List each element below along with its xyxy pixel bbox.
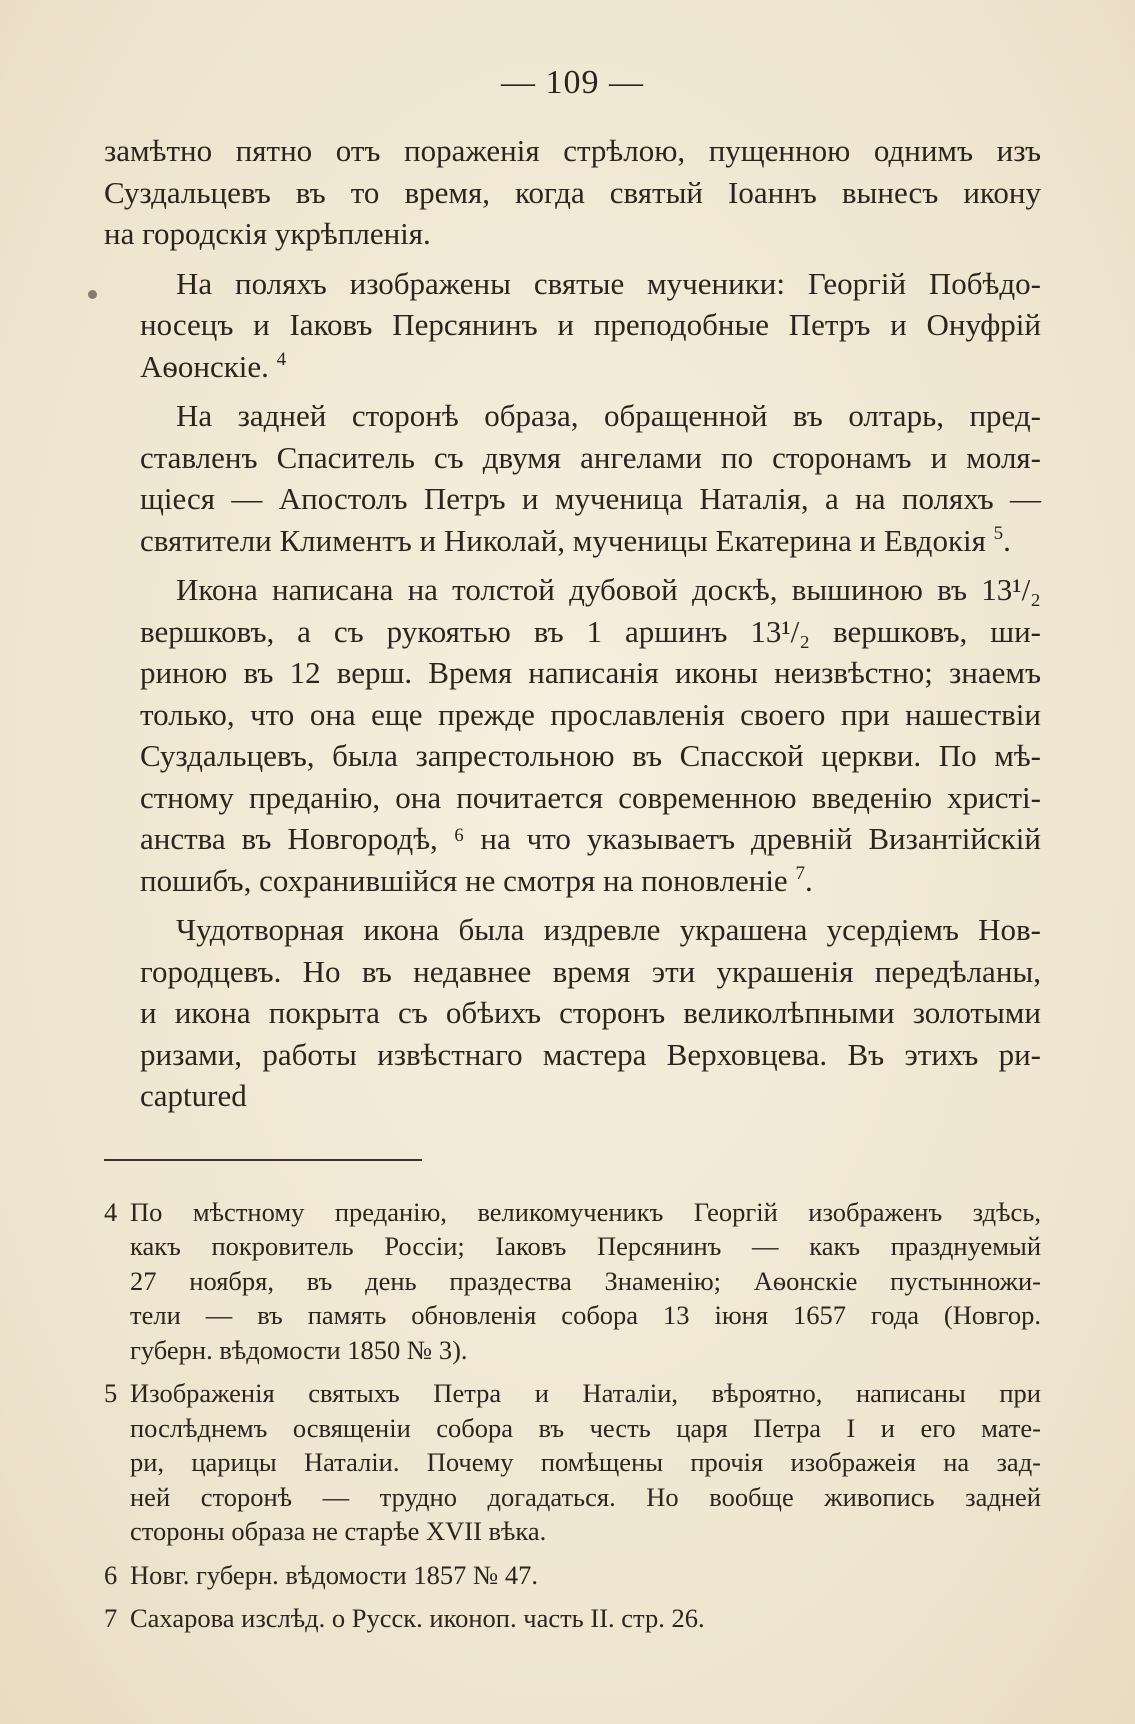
footnote-text bbox=[130, 1601, 1041, 1636]
paragraph-3 bbox=[104, 395, 1041, 561]
footnote-line: тели — въ память обновленія собора 13 іюня 1657 года (Новгор. bbox=[130, 1300, 1041, 1330]
footnote-number: 5 bbox=[104, 1378, 118, 1408]
main-text bbox=[104, 130, 1041, 1117]
footnote-line: Сахарова изслѣд. о Русск. иконоп. часть II. стр. 26. bbox=[130, 1603, 705, 1633]
text-line: Суздальцевъ, была запрестольною въ Спасской церкви. По мѣ- bbox=[140, 738, 1041, 773]
text-line: риною въ 12 верш. Время написанія иконы неизвѣстно; знаемъ bbox=[140, 655, 1041, 690]
footnote-line: стороны образа не старѣе XVII вѣка. bbox=[130, 1516, 547, 1546]
footnote-line: ней сторонѣ — трудно догадаться. Но вообще живопись задней bbox=[130, 1481, 1041, 1512]
text-line-with-note bbox=[104, 346, 1041, 388]
text-line-with-note bbox=[104, 860, 1041, 902]
text-line: носецъ и Іаковъ Персянинъ и преподобные Петръ и Онуфрій bbox=[140, 307, 1041, 342]
footnote-line: какъ покровитель Россіи; Іаковъ Персянинъ — какъ празднуемый bbox=[130, 1231, 1041, 1261]
footnote-5 bbox=[104, 1376, 1041, 1549]
footnote-7 bbox=[104, 1601, 1041, 1636]
text-line: замѣтно пятно отъ пораженія стрѣлою, пущенною однимъ изъ bbox=[104, 133, 1041, 168]
footnote-separator bbox=[104, 1159, 422, 1161]
text-line: и икона покрыта съ обѣихъ сторонъ великолѣпными золотыми bbox=[140, 995, 1041, 1030]
footnote-line: ри, царицы Наталіи. Почему помѣщены прочія изображеія на зад- bbox=[130, 1447, 1041, 1477]
text-line: щіеся — Апостолъ Петръ и мученица Наталія, а на поляхъ — bbox=[140, 481, 1041, 516]
text-fragment: Аѳонскіе. bbox=[140, 348, 269, 384]
footnote-number: 6 bbox=[104, 1559, 118, 1590]
footnote-line: Новг. губерн. вѣдомости 1857 № 47. bbox=[130, 1559, 538, 1590]
paragraph-5 bbox=[104, 909, 1041, 1117]
page-number: — 109 — bbox=[501, 64, 644, 101]
text-line: На поляхъ изображены святые мученики: Георгій Побѣдо- bbox=[176, 265, 1041, 301]
paragraph-4 bbox=[104, 569, 1041, 901]
footnote-line: По мѣстному преданію, великомученикъ Георгій изображенъ здѣсь, bbox=[130, 1196, 1041, 1227]
text-line: стному преданію, она почитается современною введенію христі- bbox=[140, 779, 1041, 815]
text-line: ризами, работы извѣстнаго мастера Верховцева. Въ этихъ ри- bbox=[140, 1036, 1041, 1072]
paragraph-1 bbox=[104, 130, 1041, 255]
footnotes bbox=[104, 1195, 1041, 1636]
text-fragment: . bbox=[1003, 522, 1011, 558]
footnote-line: губерн. вѣдомости 1850 № 3). bbox=[130, 1334, 468, 1365]
footnote-4 bbox=[104, 1195, 1041, 1368]
footnote-ref-7: 7 bbox=[795, 862, 805, 884]
text-line: captured bbox=[140, 1078, 247, 1113]
text-line: анства въ Новгородѣ, ⁶ на что указываетъ древній Византійскій bbox=[140, 821, 1041, 856]
footnote-ref-4: 4 bbox=[276, 348, 287, 370]
footnote-text bbox=[130, 1195, 1041, 1368]
footnote-text bbox=[130, 1376, 1041, 1549]
text-line: на городскія укрѣпленія. bbox=[104, 216, 431, 251]
footnote-line: Изображенія святыхъ Петра и Наталіи, вѣроятно, написаны при bbox=[130, 1378, 1041, 1408]
text-line: Икона написана на толстой дубовой доскѣ, вышиною въ 13¹/₂ bbox=[176, 572, 1041, 607]
text-line: городцевъ. Но въ недавнее время эти украшенія передѣланы, bbox=[140, 953, 1041, 989]
footnote-line: послѣднемъ освященіи собора въ честь царя Петра I и его мате- bbox=[130, 1412, 1041, 1443]
text-line: Чудотворная икона была издревле украшена усердіемъ Нов- bbox=[176, 912, 1041, 947]
footnote-6 bbox=[104, 1558, 1041, 1593]
text-line: только, что она еще прежде прославленія своего при нашествіи bbox=[140, 696, 1041, 732]
footnote-number: 4 bbox=[104, 1196, 118, 1227]
footnote-number: 7 bbox=[104, 1603, 118, 1633]
text-line: На задней сторонѣ образа, обращенной въ олтарь, пред- bbox=[176, 398, 1041, 433]
text-line: Суздальцевъ въ то время, когда святый Іоаннъ вынесъ икону bbox=[104, 174, 1041, 210]
text-fragment: пошибъ, сохранившійся не смотря на поновленіе bbox=[140, 862, 788, 898]
footnote-ref-5: 5 bbox=[993, 522, 1004, 544]
text-fragment: святители Климентъ и Николай, мученицы Екатерина и Евдокія bbox=[140, 522, 986, 558]
text-fragment: . bbox=[804, 862, 813, 898]
footnote-text bbox=[130, 1558, 1041, 1593]
paragraph-2 bbox=[104, 263, 1041, 388]
text-line: вершковъ, а съ рукоятью въ 1 аршинъ 13¹/₂ вершковъ, ши- bbox=[140, 613, 1041, 649]
ink-spot bbox=[88, 290, 97, 299]
footnote-line: 27 ноября, въ день праздества Знаменію; Аѳонскіе пустынножи- bbox=[130, 1265, 1041, 1296]
text-line: ставленъ Спаситель съ двумя ангелами по сторонамъ и моля- bbox=[140, 439, 1041, 475]
text-line-with-note bbox=[104, 520, 1041, 562]
